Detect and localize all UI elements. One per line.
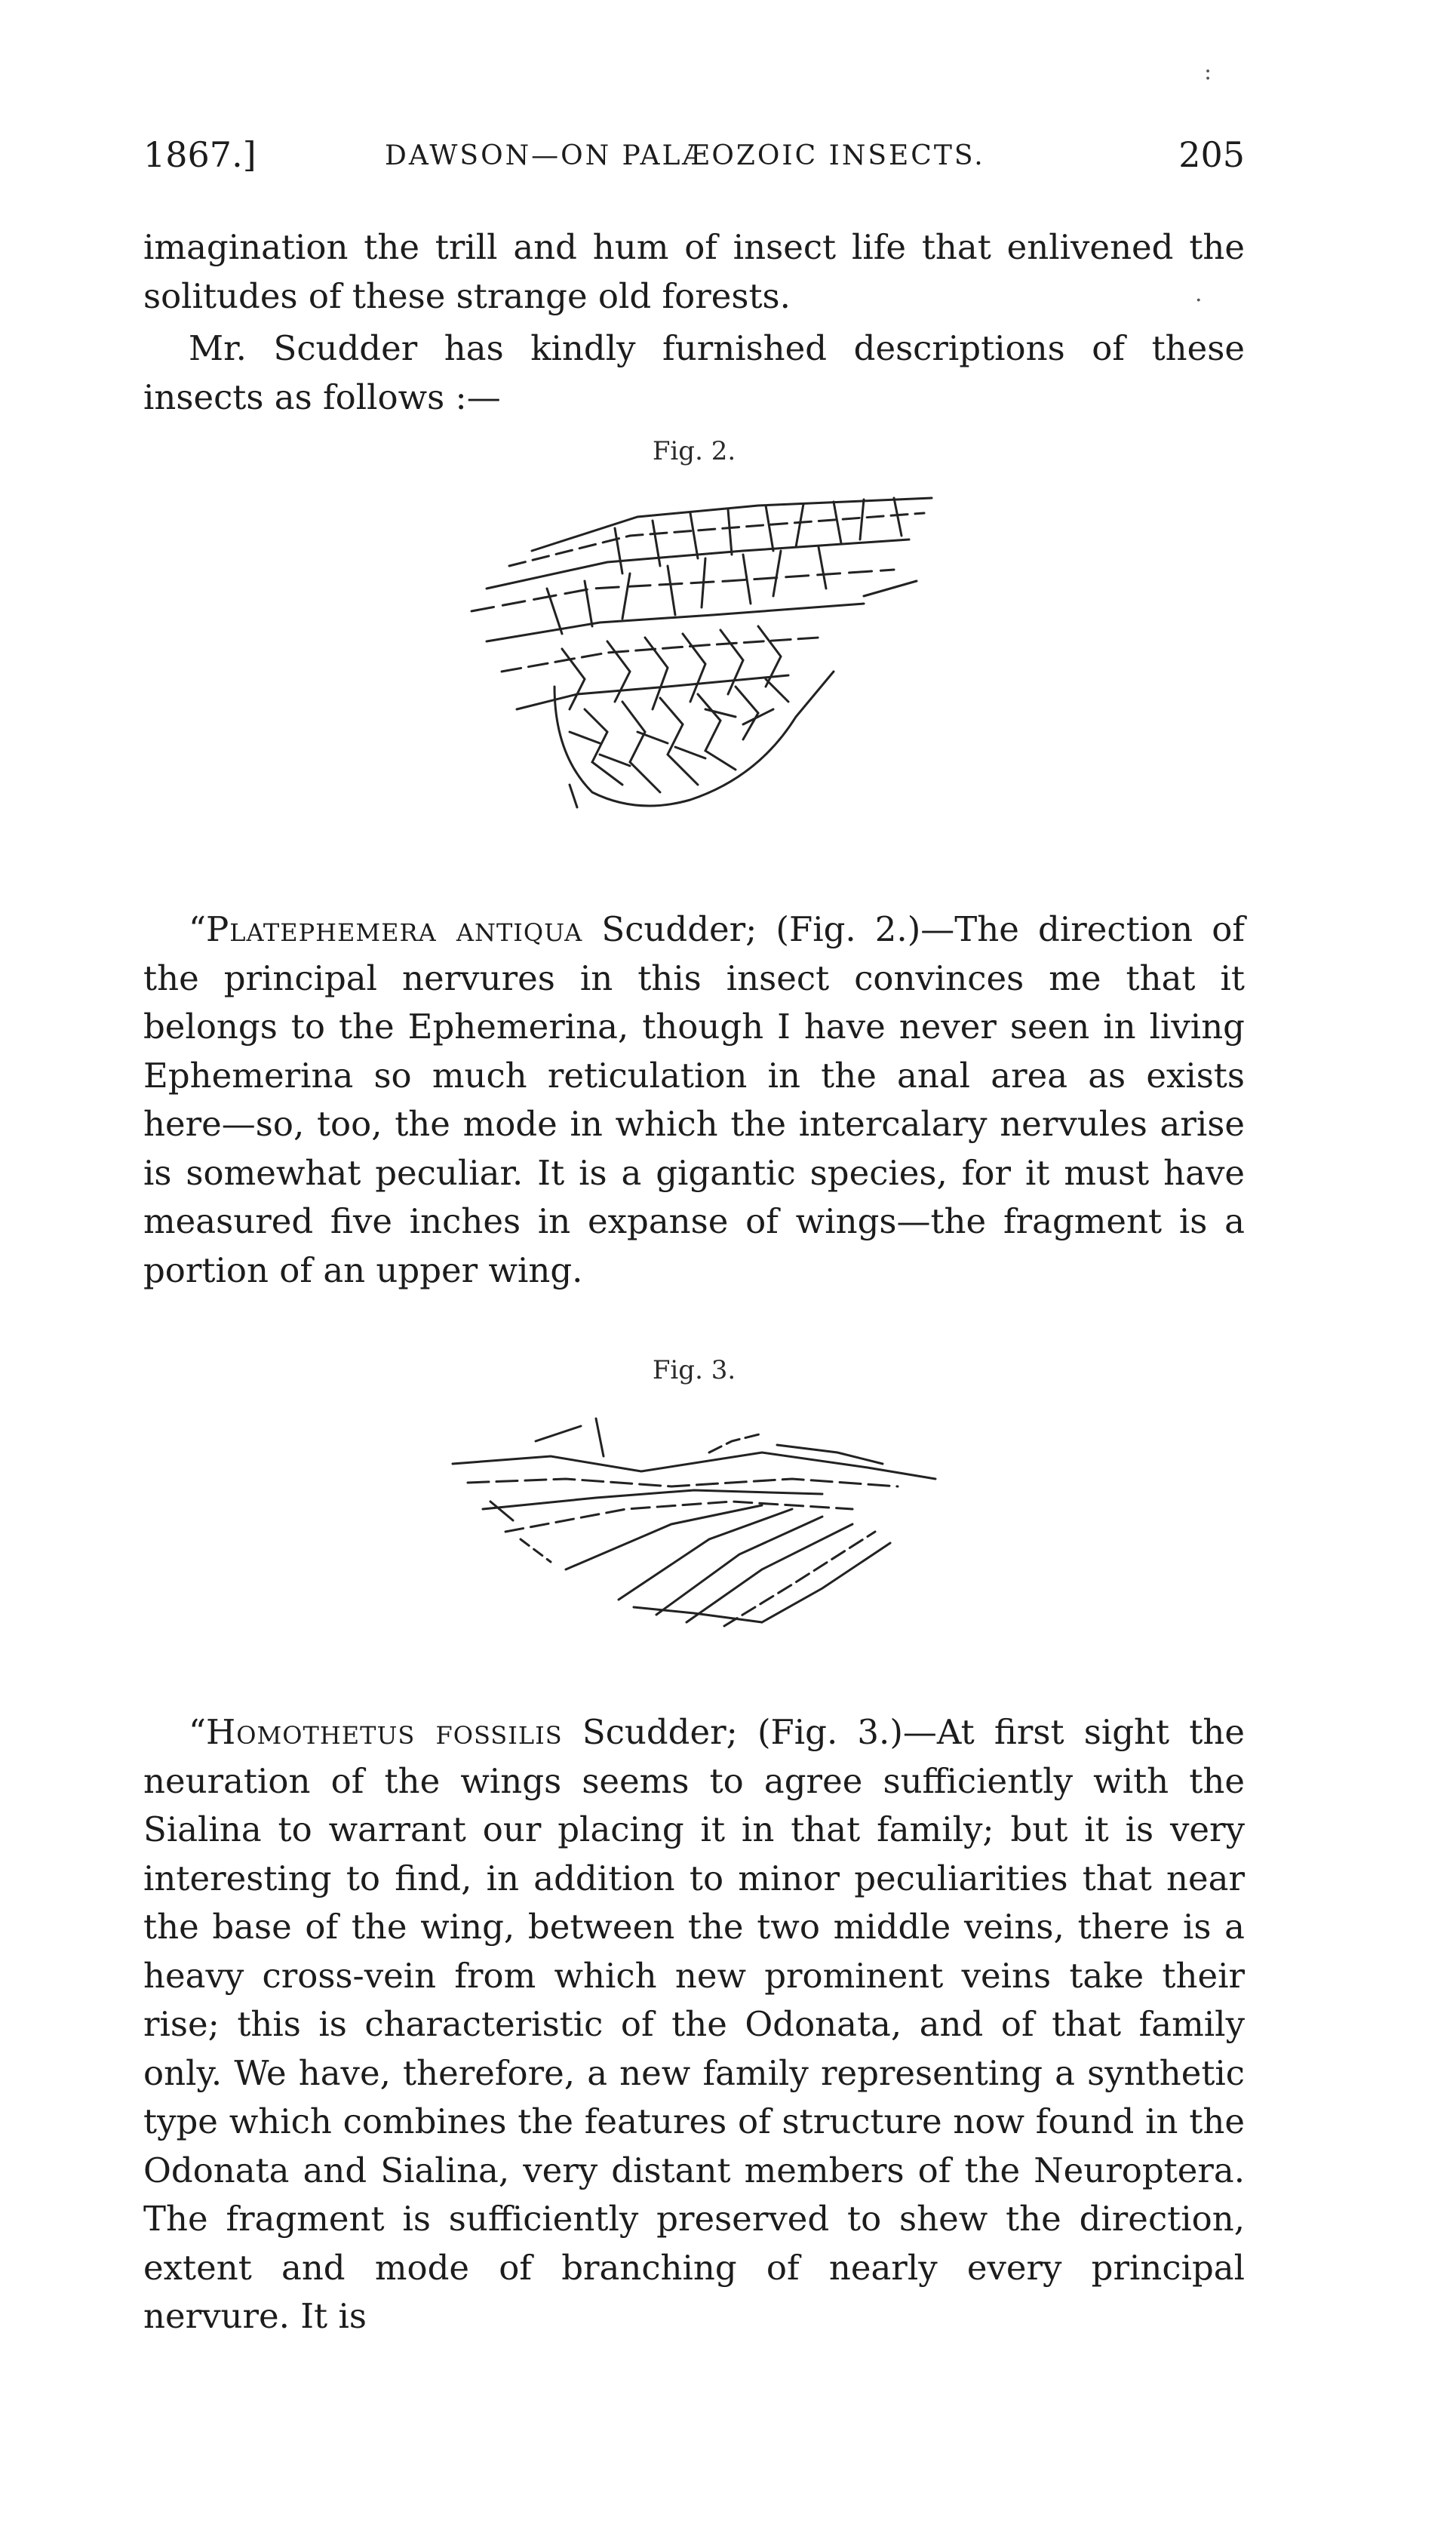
figure-2-wing-drawing xyxy=(441,483,954,830)
paragraph-homothetus xyxy=(143,1708,1245,2341)
stray-dot-mark: . xyxy=(1195,281,1203,307)
header-page-number: 205 xyxy=(1178,134,1245,175)
stray-colon-mark: : xyxy=(1204,59,1212,85)
paragraph-platephemera xyxy=(143,905,1245,1295)
figure-3-wing-drawing xyxy=(445,1411,958,1630)
open-quote: “ xyxy=(189,1712,207,1752)
header-running-title: DAWSON—ON PALÆOZOIC INSECTS. xyxy=(385,140,985,171)
header-year: 1867.] xyxy=(143,134,256,175)
species-name-homothetus: Homothetus fossilis xyxy=(206,1712,563,1752)
species-name-platephemera: Platephemera antiqua xyxy=(206,909,583,949)
paragraph-imagination: imagination the trill and hum of insect life that enlivened the solitudes of these strange old forests. xyxy=(143,227,1245,316)
paragraph-platephemera-text: Scudder; (Fig. 2.)—The direction of the principal nervures in this insect convinces me that it belongs to the Ephemerina, though I have never seen in living Ephemerina so much reticulation in the anal area as exists here—so, too, the mode in which the intercalary nervules arise is somewhat peculiar. It is a gigantic species, for it must have measured five inches in expanse of wings—the fragment is a portion of an upper wing. xyxy=(143,909,1245,1290)
running-header xyxy=(143,134,1245,195)
paragraph-homothetus-text: Scudder; (Fig. 3.)—At first sight the neuration of the wings seems to agree sufficiently with the Sialina to warrant our placing it in that family; but it is very interesting to find, in addition to minor peculiarities that near the base of the wing, between the two middle veins, there is a heavy cross-vein from which new prominent veins take their rise; this is characteristic of the Odonata, and of that family only. We have, therefore, a new family representing a synthetic type which combines the features of structure now found in the Odonata and Sialina, very distant members of the Neuroptera. The fragment is sufficiently preserved to shew the direction, extent and mode of branching of nearly every principal nervure. It is xyxy=(143,1712,1245,2336)
paragraph-scudder-intro: Mr. Scudder has kindly furnished descriptions of these insects as follows :— xyxy=(143,328,1245,417)
figure-2-caption: Fig. 2. xyxy=(652,436,736,466)
figure-3-caption: Fig. 3. xyxy=(652,1355,736,1385)
open-quote: “ xyxy=(189,909,207,949)
